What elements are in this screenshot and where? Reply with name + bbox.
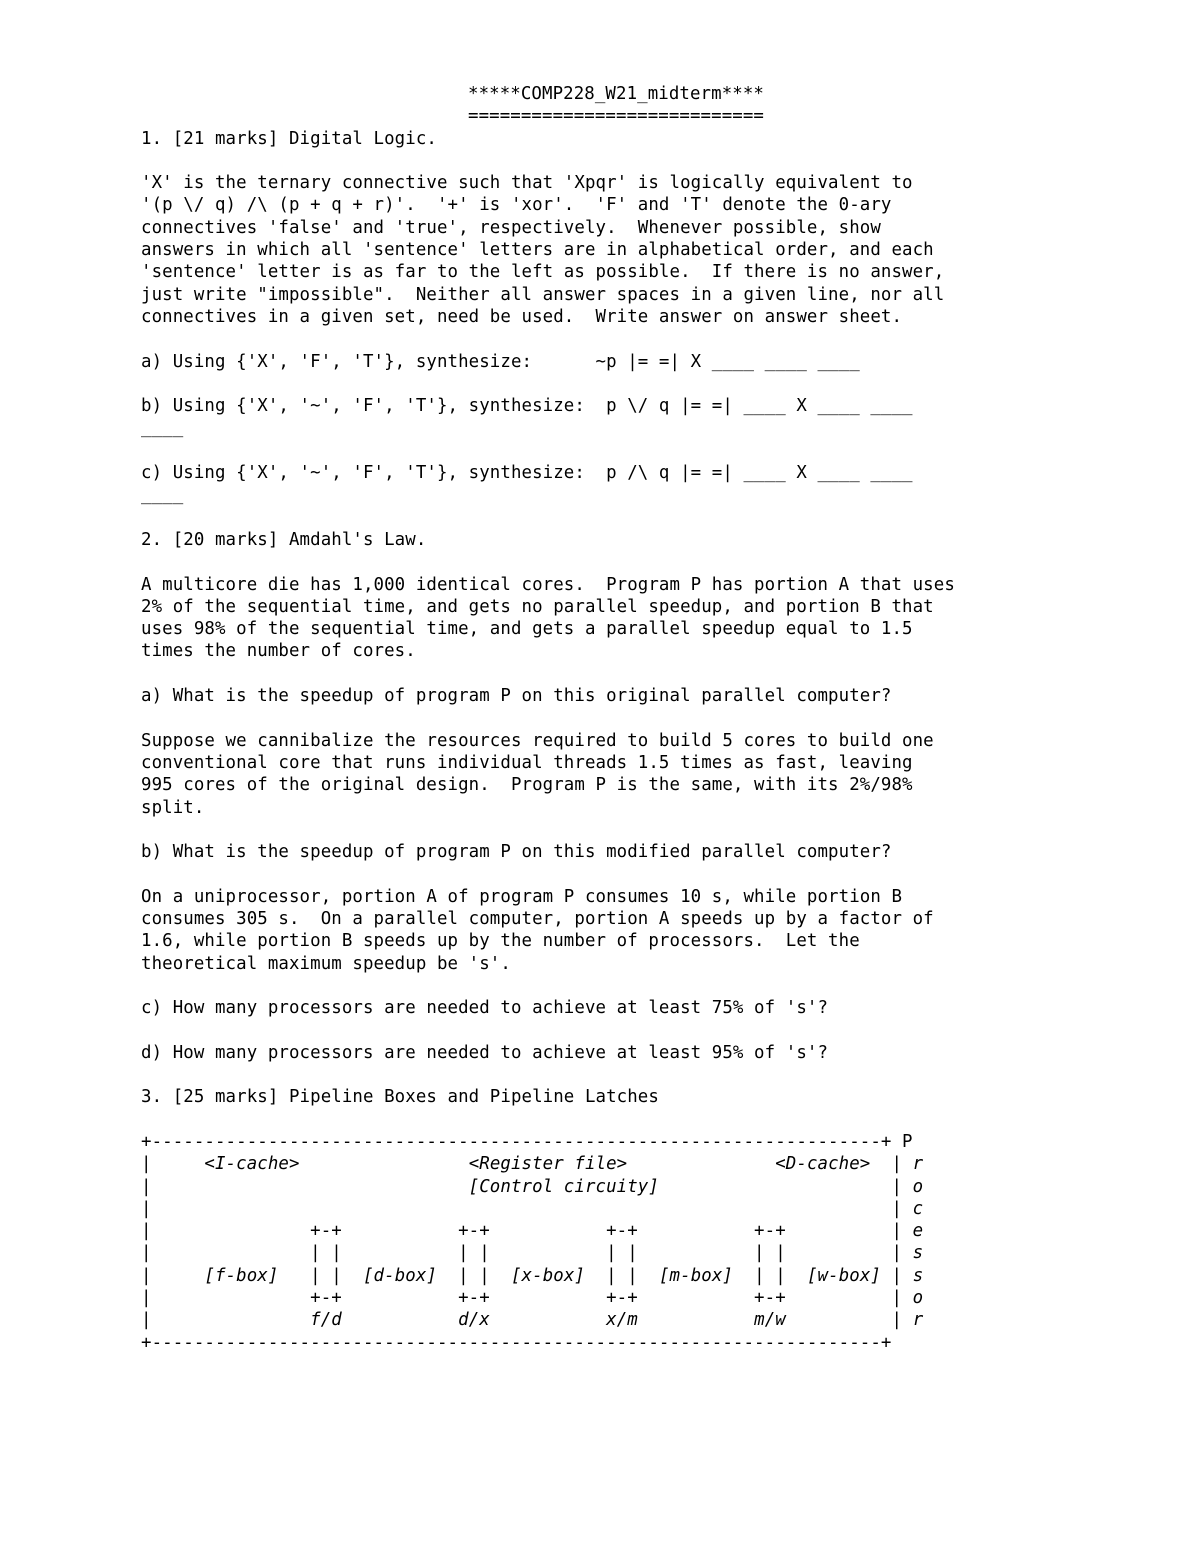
exam-document — [141, 83, 1091, 1354]
diagram-line: | f/d d/x x/m m/w | r — [141, 1310, 924, 1331]
q2-para-line: theoretical maximum speedup be 's'. — [141, 953, 511, 974]
q2-para-line: conventional core that runs individual threads 1.5 times as fast, leaving — [141, 752, 913, 773]
q3-heading: 3. [25 marks] Pipeline Boxes and Pipeline Latches — [141, 1087, 659, 1108]
q2-heading: 2. [20 marks] Amdahl's Law. — [141, 529, 427, 550]
exam-title: *****COMP228_W21_midterm**** — [468, 84, 764, 104]
q2-paragraph-1 — [141, 574, 1091, 663]
q2-para-line: 2% of the sequential time, and gets no parallel speedup, and portion B that — [141, 596, 934, 617]
pipeline-diagram — [141, 1131, 1091, 1354]
q1-para-line: answers in which all 'sentence' letters are in alphabetical order, and each — [141, 240, 934, 261]
q2-para-line: A multicore die has 1,000 identical cores. Program P has portion A that uses — [141, 574, 955, 595]
q1-part-b-continued: ____ — [141, 418, 184, 439]
q2-part-a: a) What is the speedup of program P on this original parallel computer? — [141, 686, 892, 707]
q1-para-line: 'sentence' letter is as far to the left as possible. If there is no answer, — [141, 262, 945, 283]
q2-paragraph-3 — [141, 886, 1091, 975]
q1-para-line: connectives 'false' and 'true', respectively. Whenever possible, show — [141, 217, 881, 238]
q1-para-line: connectives in a given set, need be used. Write answer on answer sheet. — [141, 306, 903, 327]
diagram-line: +---------------------------------------------------------------------+ — [141, 1332, 892, 1353]
diagram-line: | <I-cache> <Register file> <D-cache> | r — [141, 1154, 924, 1175]
diagram-line: +---------------------------------------------------------------------+ P — [141, 1131, 913, 1152]
q2-para-line: consumes 305 s. On a parallel computer, portion A speeds up by a factor of — [141, 908, 934, 929]
diagram-line: | [Control circuity] | o — [141, 1176, 924, 1197]
diagram-line: | [f-box] | | [d-box] | | [x-box] | | [m-box] | | [w-box] | s — [141, 1265, 924, 1286]
q2-para-line: 1.6, while portion B speeds up by the number of processors. Let the — [141, 931, 860, 952]
q2-part-b: b) What is the speedup of program P on this modified parallel computer? — [141, 842, 892, 863]
q2-part-c: c) How many processors are needed to achieve at least 75% of 's'? — [141, 998, 829, 1019]
q1-part-b: b) Using {'X', '~', 'F', 'T'}, synthesize: p \/ q |= =| ____ X ____ ____ — [141, 396, 913, 417]
q2-para-line: 995 cores of the original design. Program P is the same, with its 2%/98% — [141, 775, 913, 796]
q1-paragraph — [141, 172, 1091, 328]
q2-para-line: Suppose we cannibalize the resources required to build 5 cores to build one — [141, 730, 934, 751]
q2-para-line: times the number of cores. — [141, 641, 416, 662]
q2-para-line: On a uniprocessor, portion A of program P consumes 10 s, while portion B — [141, 886, 903, 907]
q2-para-line: split. — [141, 797, 205, 818]
q1-para-line: just write "impossible". Neither all answer spaces in a given line, nor all — [141, 284, 945, 305]
q1-heading: 1. [21 marks] Digital Logic. — [141, 128, 437, 149]
diagram-line: | | | | | | | | | | s — [141, 1243, 924, 1264]
q1-part-c-continued: ____ — [141, 485, 184, 506]
q1-para-line: 'X' is the ternary connective such that 'Xpqr' is logically equivalent to — [141, 173, 913, 194]
q2-paragraph-2 — [141, 730, 1091, 819]
q2-part-d: d) How many processors are needed to achieve at least 95% of 's'? — [141, 1042, 829, 1063]
q1-para-line: '(p \/ q) /\ (p + q + r)'. '+' is 'xor'. 'F' and 'T' denote the 0-ary — [141, 195, 892, 216]
diagram-line: | +-+ +-+ +-+ +-+ | o — [141, 1288, 924, 1309]
title-underline: ============================ — [468, 106, 764, 127]
diagram-line: | +-+ +-+ +-+ +-+ | e — [141, 1221, 924, 1242]
diagram-line: | | c — [141, 1198, 924, 1219]
q1-part-a: a) Using {'X', 'F', 'T'}, synthesize: ~p |= =| X ____ ____ ____ — [141, 351, 860, 372]
q2-para-line: uses 98% of the sequential time, and gets a parallel speedup equal to 1.5 — [141, 619, 913, 640]
q1-part-c: c) Using {'X', '~', 'F', 'T'}, synthesize: p /\ q |= =| ____ X ____ ____ — [141, 463, 913, 484]
